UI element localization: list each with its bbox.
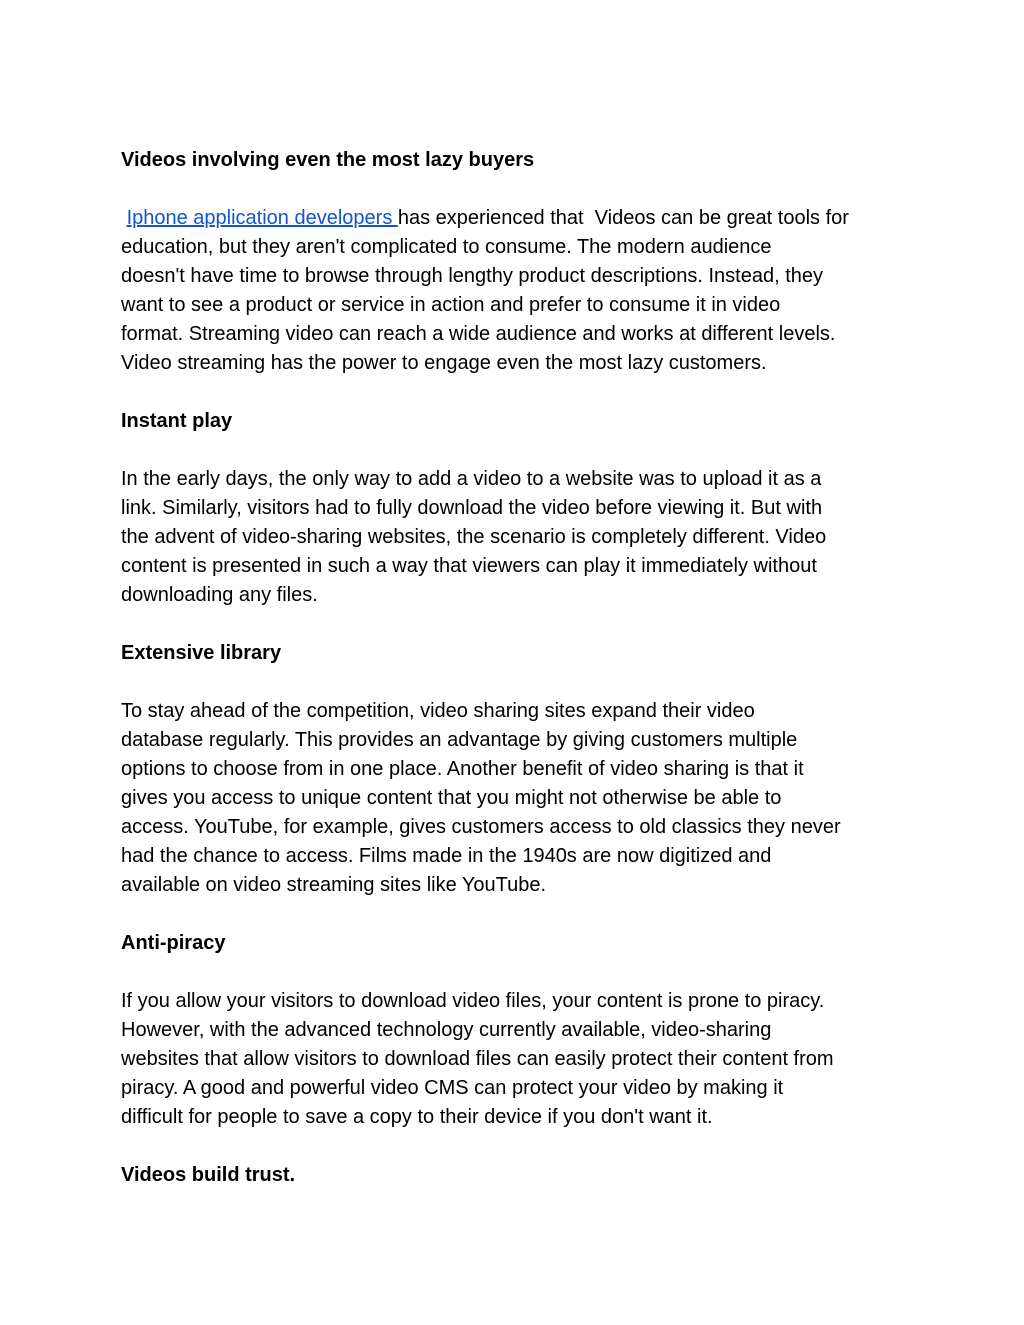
paragraph-line: database regularly. This provides an advantage by giving customers multiple [121,729,798,751]
spacer [121,1132,911,1161]
paragraph-line: content is presented in such a way that viewers can play it immediately without [121,555,817,577]
spacer [121,175,911,204]
spacer [121,958,911,987]
document-page [121,146,911,1190]
paragraph [121,697,911,900]
paragraph-line: gives you access to unique content that you might not otherwise be able to [121,787,782,809]
paragraph-line: had the chance to access. Films made in the 1940s are now digitized and [121,845,772,867]
paragraph-line: doesn't have time to browse through lengthy product descriptions. Instead, they [121,265,824,287]
spacer [121,436,911,465]
paragraph-line: downloading any files. [121,584,318,606]
paragraph-line: websites that allow visitors to download files can easily protect their content from [121,1048,834,1070]
spacer [121,378,911,407]
paragraph-line: format. Streaming video can reach a wide audience and works at different levels. [121,323,836,345]
paragraph-line: However, with the advanced technology currently available, video-sharing [121,1019,772,1041]
paragraph-line: If you allow your visitors to download video files, your content is prone to piracy. [121,990,825,1012]
paragraph-line [121,204,911,233]
section-heading: Extensive library [121,642,282,664]
paragraph-line: education, but they aren't complicated to consume. The modern audience [121,236,772,258]
section-heading: Videos involving even the most lazy buyers [121,149,535,171]
paragraph-line: In the early days, the only way to add a video to a website was to upload it as a [121,468,822,490]
section-heading: Anti-piracy [121,932,226,954]
iphone-developers-link[interactable]: Iphone application developers [126,207,398,229]
paragraph-line: options to choose from in one place. Another benefit of video sharing is that it [121,758,804,780]
paragraph-line: the advent of video-sharing websites, the scenario is completely different. Video [121,526,827,548]
paragraph-line: piracy. A good and powerful video CMS can protect your video by making it [121,1077,784,1099]
paragraph-line: access. YouTube, for example, gives customers access to old classics they never [121,816,841,838]
section-heading: Videos build trust. [121,1164,296,1186]
paragraph-line: Video streaming has the power to engage even the most lazy customers. [121,352,767,374]
spacer [121,668,911,697]
spacer [121,610,911,639]
paragraph [121,987,911,1132]
paragraph [121,465,911,610]
paragraph-line: available on video streaming sites like YouTube. [121,874,547,896]
paragraph-line: To stay ahead of the competition, video sharing sites expand their video [121,700,755,722]
paragraph-text: has experienced that Videos can be great tools for [397,207,849,229]
paragraph-line: want to see a product or service in action and prefer to consume it in video [121,294,781,316]
spacer [121,900,911,929]
paragraph-line: difficult for people to save a copy to their device if you don't want it. [121,1106,713,1128]
paragraph-line: link. Similarly, visitors had to fully download the video before viewing it. But with [121,497,823,519]
paragraph [121,204,911,378]
section-heading: Instant play [121,410,233,432]
